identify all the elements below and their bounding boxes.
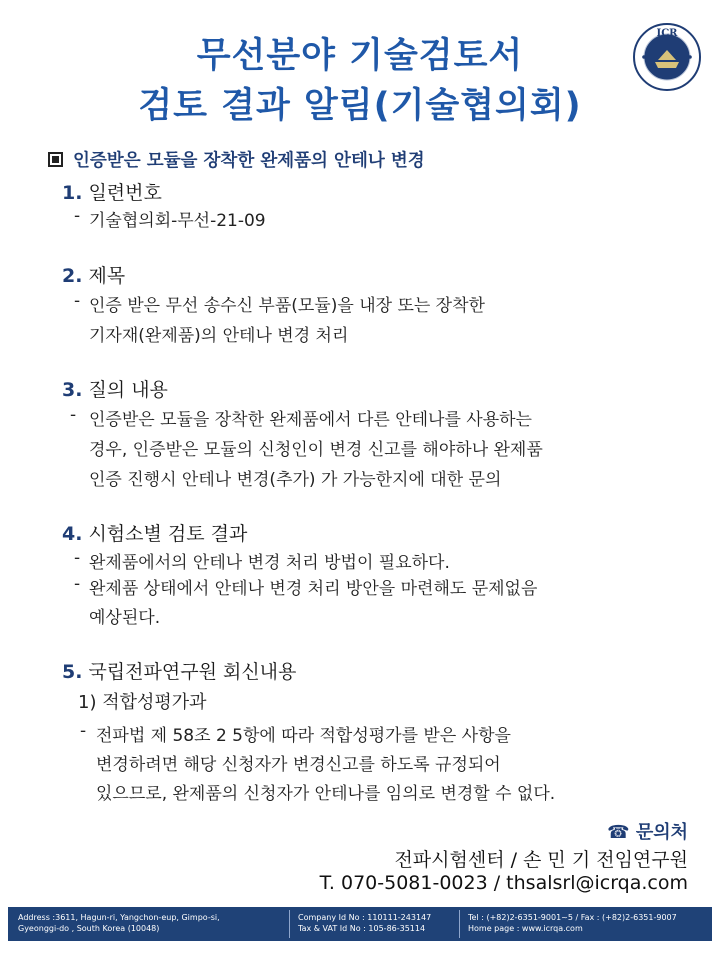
contact-phone-email: T. 070-5081-0023 / thsalsrl@icrqa.com — [319, 872, 688, 894]
item-3-line-1: 인증받은 모듈을 장착한 완제품에서 다른 안테나를 사용하는 — [89, 410, 532, 430]
item-5-line-3: 있으므로, 완제품의 신청자가 안테나를 임의로 변경할 수 없다. — [96, 784, 556, 804]
bullet-dash: - — [74, 291, 81, 311]
section-heading-text: 인증받은 모듈을 장착한 완제품의 안테나 변경 — [73, 151, 425, 171]
item-5-title-text: 국립전파연구원 회신내용 — [88, 661, 297, 683]
section-heading — [48, 147, 425, 172]
footer-homepage: Home page : www.icrqa.com — [468, 924, 583, 933]
item-2-line-2: 기자재(완제품)의 안테나 변경 처리 — [89, 326, 349, 346]
footer-company — [298, 912, 431, 934]
footer-address — [18, 912, 220, 934]
item-1-title — [62, 178, 162, 205]
item-1-number: 1. — [62, 182, 83, 204]
document-title-line1: 무선분야 기술검토서 — [196, 36, 524, 76]
item-2-line-1: 인증 받은 무선 송수신 부품(모듈)을 내장 또는 장착한 — [89, 296, 485, 316]
icr-logo — [632, 22, 702, 92]
footer-tel-fax: Tel : (+82)2-6351-9001~5 / Fax : (+82)2-6351-9007 — [468, 913, 677, 922]
bullet-dash: - — [74, 574, 81, 594]
footer-company-line-1: Company Id No : 110111-243147 — [298, 913, 432, 922]
item-2-title — [62, 261, 125, 288]
item-4-number: 4. — [62, 523, 83, 545]
item-2-number: 2. — [62, 265, 83, 287]
document-title-line2: 검토 결과 알림(기술협의회) — [138, 86, 582, 126]
footer-address-line-2: Gyeonggi-do , South Korea (10048) — [18, 924, 160, 933]
logo-text: ICR — [656, 28, 678, 39]
item-5-subheading: 1) 적합성평가과 — [78, 692, 207, 713]
footer-company-line-2: Tax & VAT Id No : 105-86-35114 — [298, 924, 426, 933]
contact-label: ☎ 문의처 — [607, 822, 688, 843]
footer-divider — [459, 910, 460, 938]
item-4-title-text: 시험소별 검토 결과 — [88, 523, 248, 545]
item-4-line-2: 완제품 상태에서 안테나 변경 처리 방안을 마련해도 문제없음 — [89, 579, 538, 599]
contact-person: 전파시험센터 / 손 민 기 전임연구원 — [394, 849, 688, 871]
item-3-number: 3. — [62, 379, 83, 401]
item-4-line-3: 예상된다. — [89, 608, 161, 628]
footer-bar — [8, 907, 712, 941]
item-3-line-2: 경우, 인증받은 모듈의 신청인이 변경 신고를 해야하나 완제품 — [89, 440, 543, 460]
footer-contact — [468, 912, 677, 934]
bullet-dash: - — [74, 548, 81, 568]
bullet-dash: - — [70, 405, 77, 425]
item-3-title — [62, 375, 168, 402]
item-3-title-text: 질의 내용 — [88, 379, 168, 401]
footer-address-line-1: Address :3611, Hagun-ri, Yangchon-eup, Gimpo-si, — [18, 913, 220, 922]
item-1-title-text: 일련번호 — [88, 182, 162, 204]
footer-divider — [289, 910, 290, 938]
item-5-title — [62, 657, 296, 684]
item-1-line-1: 기술협의회-무선-21-09 — [89, 211, 266, 231]
item-5-number: 5. — [62, 661, 83, 683]
checkbox-square-icon — [48, 152, 63, 167]
item-5-line-2: 변경하려면 해당 신청자가 변경신고를 하도록 규정되어 — [96, 755, 501, 775]
item-2-title-text: 제목 — [88, 265, 126, 287]
item-3-line-3: 인증 진행시 안테나 변경(추가) 가 가능한지에 대한 문의 — [89, 470, 502, 490]
item-4-title — [62, 519, 247, 546]
bullet-dash: - — [80, 721, 87, 741]
item-5-line-1: 전파법 제 58조 2 5항에 따라 적합성평가를 받은 사항을 — [96, 726, 511, 746]
bullet-dash: - — [74, 206, 81, 226]
item-4-line-1: 완제품에서의 안테나 변경 처리 방법이 필요하다. — [89, 553, 450, 573]
